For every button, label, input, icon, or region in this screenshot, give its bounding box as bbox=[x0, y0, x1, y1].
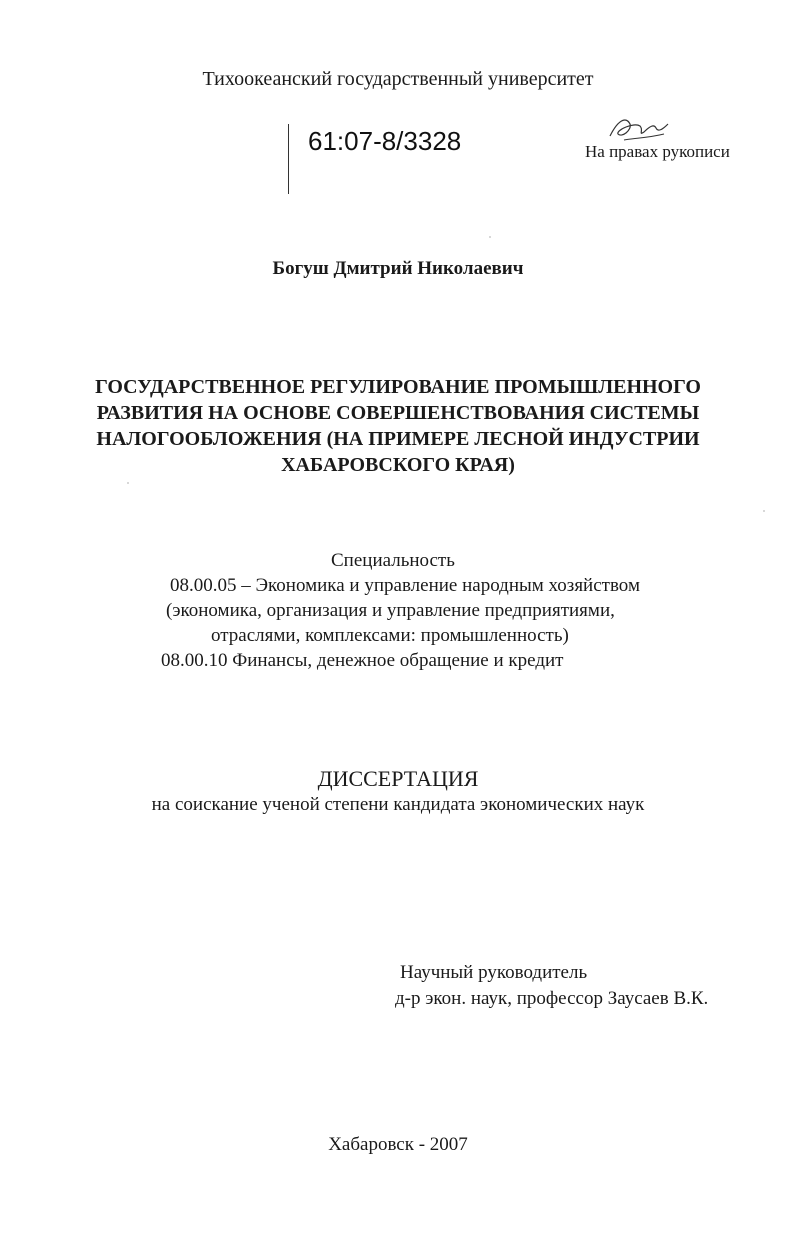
title-line: ГОСУДАРСТВЕННОЕ РЕГУЛИРОВАНИЕ ПРОМЫШЛЕННОГО bbox=[95, 376, 701, 398]
dissertation-title bbox=[60, 374, 736, 478]
specialty-line: (экономика, организация и управление предприятиями, bbox=[166, 600, 615, 621]
specialty-line: 08.00.10 Финансы, денежное обращение и кредит bbox=[161, 650, 564, 671]
supervisor-label: Научный руководитель bbox=[400, 962, 588, 983]
title-line: ХАБАРОВСКОГО КРАЯ) bbox=[281, 454, 515, 476]
signature-icon bbox=[604, 112, 674, 146]
title-line: НАЛОГООБЛОЖЕНИЯ (НА ПРИМЕРЕ ЛЕСНОЙ ИНДУСТРИИ bbox=[96, 428, 700, 450]
manuscript-rights: На правах рукописи bbox=[585, 142, 730, 161]
specialty-label: Специальность bbox=[331, 550, 455, 571]
work-type: ДИССЕРТАЦИЯ bbox=[317, 766, 479, 791]
university-name: Тихоокеанский государственный университет bbox=[202, 68, 594, 90]
city-year: Хабаровск - 2007 bbox=[328, 1134, 468, 1155]
scan-speck bbox=[489, 236, 491, 238]
supervisor-name: д-р экон. наук, профессор Заусаев В.К. bbox=[395, 988, 709, 1009]
scan-speck bbox=[763, 510, 765, 512]
degree-statement: на соискание ученой степени кандидата экономических наук bbox=[151, 794, 645, 815]
title-line: РАЗВИТИЯ НА ОСНОВЕ СОВЕРШЕНСТВОВАНИЯ СИСТЕМЫ bbox=[96, 402, 700, 424]
code-divider bbox=[288, 124, 289, 194]
scan-speck bbox=[127, 482, 129, 484]
author-name: Богуш Дмитрий Николаевич bbox=[272, 258, 524, 279]
library-code: 61:07-8/3328 bbox=[308, 126, 462, 156]
specialty-line: 08.00.05 – Экономика и управление народным хозяйством bbox=[170, 575, 640, 596]
specialty-line: отраслями, комплексами: промышленность) bbox=[211, 625, 569, 646]
